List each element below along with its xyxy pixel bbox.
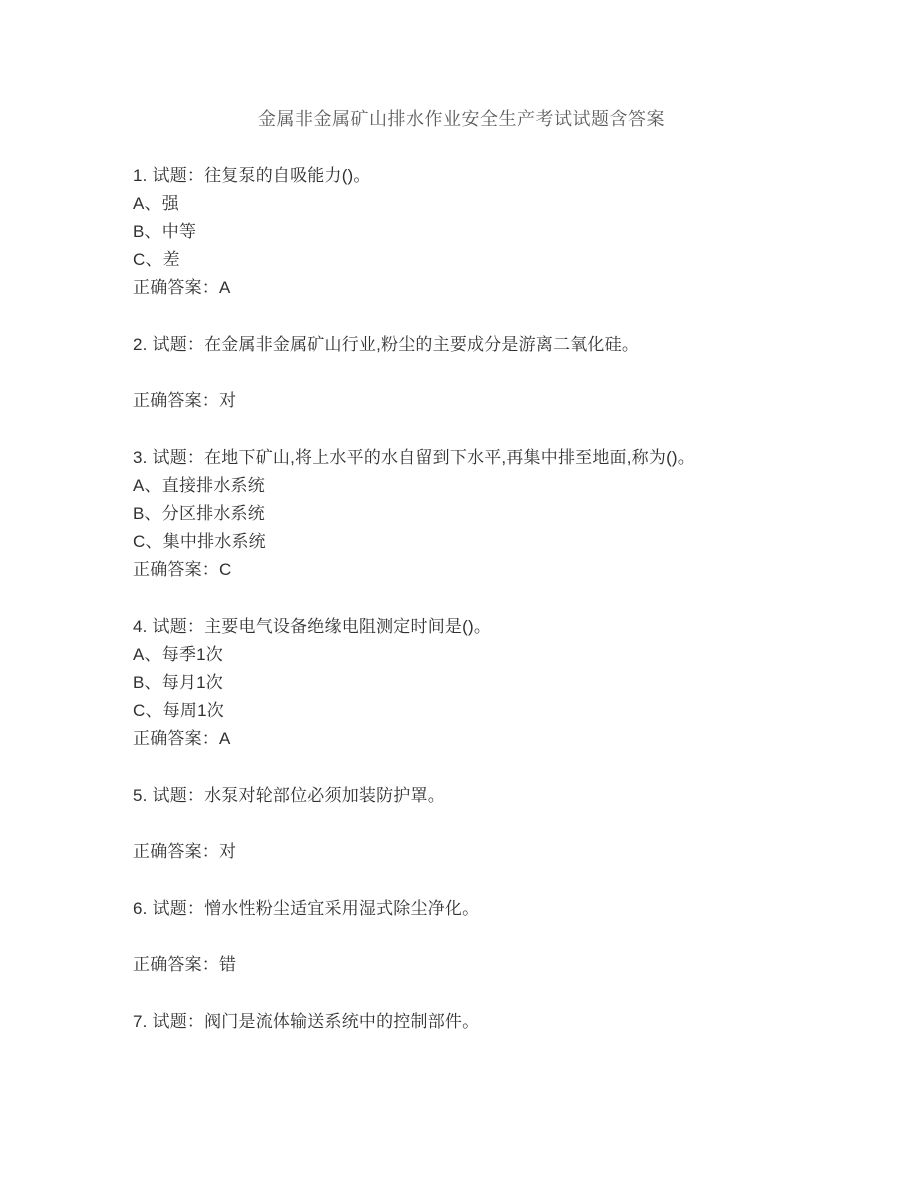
answer-line: 正确答案：A (133, 729, 231, 748)
option-c: C、每周1次 (133, 701, 224, 720)
blank-spacer (133, 359, 790, 387)
question-block-5 (133, 782, 790, 866)
answer-line: 正确答案：对 (133, 842, 237, 861)
answer-line: 正确答案：对 (133, 391, 237, 410)
option-b: B、每月1次 (133, 673, 223, 692)
question-block-7 (133, 1008, 790, 1036)
question-prompt: 1. 试题：往复泵的自吸能力()。 (133, 166, 371, 185)
question-block-2 (133, 331, 790, 415)
option-b: B、分区排水系统 (133, 504, 265, 523)
question-prompt: 6. 试题：憎水性粉尘适宜采用湿式除尘净化。 (133, 899, 480, 918)
blank-spacer (133, 810, 790, 838)
question-prompt: 2. 试题：在金属非金属矿山行业,粉尘的主要成分是游离二氧化硅。 (133, 335, 640, 354)
document-title: 金属非金属矿山排水作业安全生产考试试题含答案 (258, 109, 665, 129)
question-block-6 (133, 895, 790, 979)
answer-line: 正确答案：A (133, 278, 231, 297)
option-a: A、强 (133, 194, 179, 213)
answer-line: 正确答案：错 (133, 955, 237, 974)
option-c: C、集中排水系统 (133, 532, 266, 551)
question-block-1 (133, 162, 790, 302)
question-prompt: 7. 试题：阀门是流体输送系统中的控制部件。 (133, 1012, 480, 1031)
option-a: A、直接排水系统 (133, 476, 265, 495)
question-prompt: 3. 试题：在地下矿山,将上水平的水自留到下水平,再集中排至地面,称为()。 (133, 448, 695, 467)
question-prompt: 5. 试题：水泵对轮部位必须加装防护罩。 (133, 786, 445, 805)
blank-spacer (133, 923, 790, 951)
answer-line: 正确答案：C (133, 560, 232, 579)
question-block-3 (133, 444, 790, 584)
option-c: C、差 (133, 250, 180, 269)
question-prompt: 4. 试题：主要电气设备绝缘电阻测定时间是()。 (133, 617, 492, 636)
question-block-4 (133, 613, 790, 753)
option-a: A、每季1次 (133, 645, 223, 664)
option-b: B、中等 (133, 222, 197, 241)
